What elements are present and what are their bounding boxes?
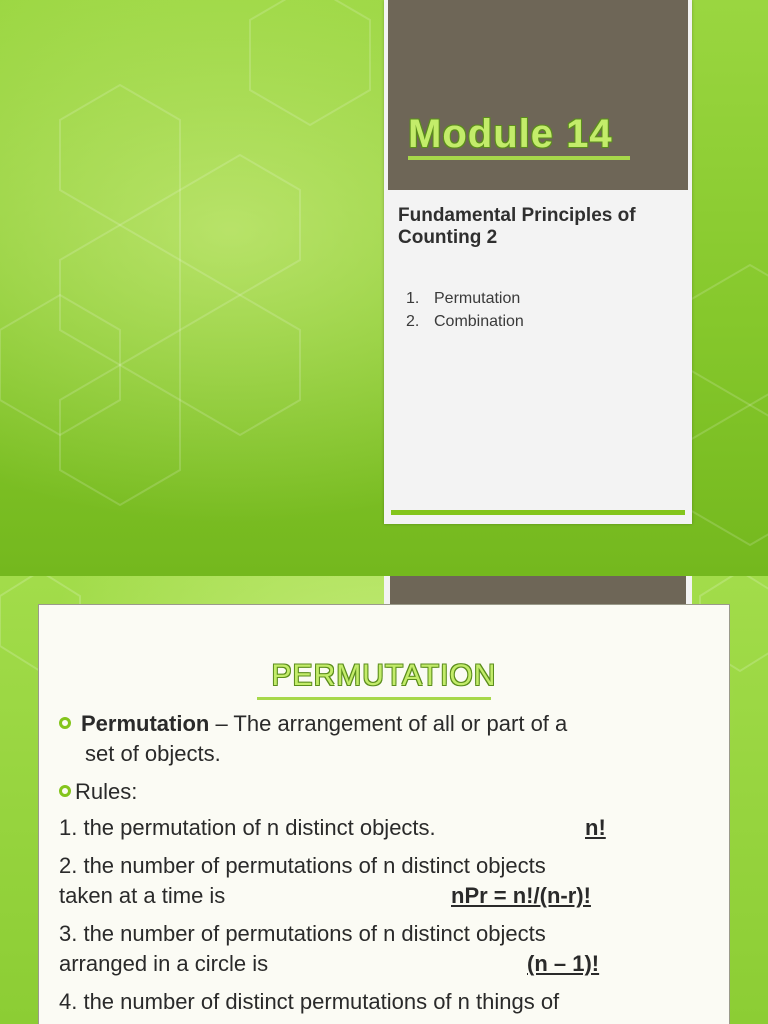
definition-term: Permutation	[81, 711, 210, 736]
bullet-icon	[59, 717, 71, 729]
rule-3-line1: 3. the number of permutations of n distinct objects	[59, 921, 546, 946]
rule-3-line2	[59, 949, 709, 979]
rules-label: Rules:	[75, 779, 138, 804]
title-underline	[408, 156, 630, 160]
rule-3-text: arranged in a circle is	[59, 951, 269, 976]
list-item: 1. Permutation	[406, 290, 521, 307]
rule-1-text: 1. the permutation of n distinct objects.	[59, 815, 436, 840]
definition-paragraph	[59, 709, 709, 739]
rule-1	[59, 813, 709, 843]
title-panel	[384, 0, 692, 524]
permutation-slide	[0, 576, 768, 1024]
module-subtitle: Fundamental Principles of Counting 2	[398, 205, 636, 248]
rule-2-line2	[59, 881, 709, 911]
permutation-heading: PERMUTATION	[271, 659, 497, 692]
rule-3-formula: (n – 1)!	[527, 951, 600, 976]
bullet-icon	[59, 785, 71, 797]
topic-list	[398, 287, 524, 333]
rule-1-formula: n!	[585, 815, 606, 840]
list-item: 2. Combination	[406, 313, 524, 330]
definition-text: – The arrangement of all or part of a	[209, 711, 568, 736]
title-header-block	[388, 0, 688, 190]
rule-4-line1: 4. the number of distinct permutations of n things of	[59, 989, 560, 1014]
green-divider	[391, 510, 685, 515]
content-box	[38, 604, 730, 1024]
rules-label-row	[59, 777, 137, 807]
definition-continuation: set of objects.	[85, 741, 221, 766]
module-title: Module 14	[408, 112, 613, 156]
rule-2-formula: nPr = n!/(n-r)!	[451, 883, 591, 908]
rule-2-text: taken at a time is	[59, 883, 226, 908]
heading-underline	[257, 697, 491, 700]
rule-2-line1: 2. the number of permutations of n distinct objects	[59, 853, 546, 878]
